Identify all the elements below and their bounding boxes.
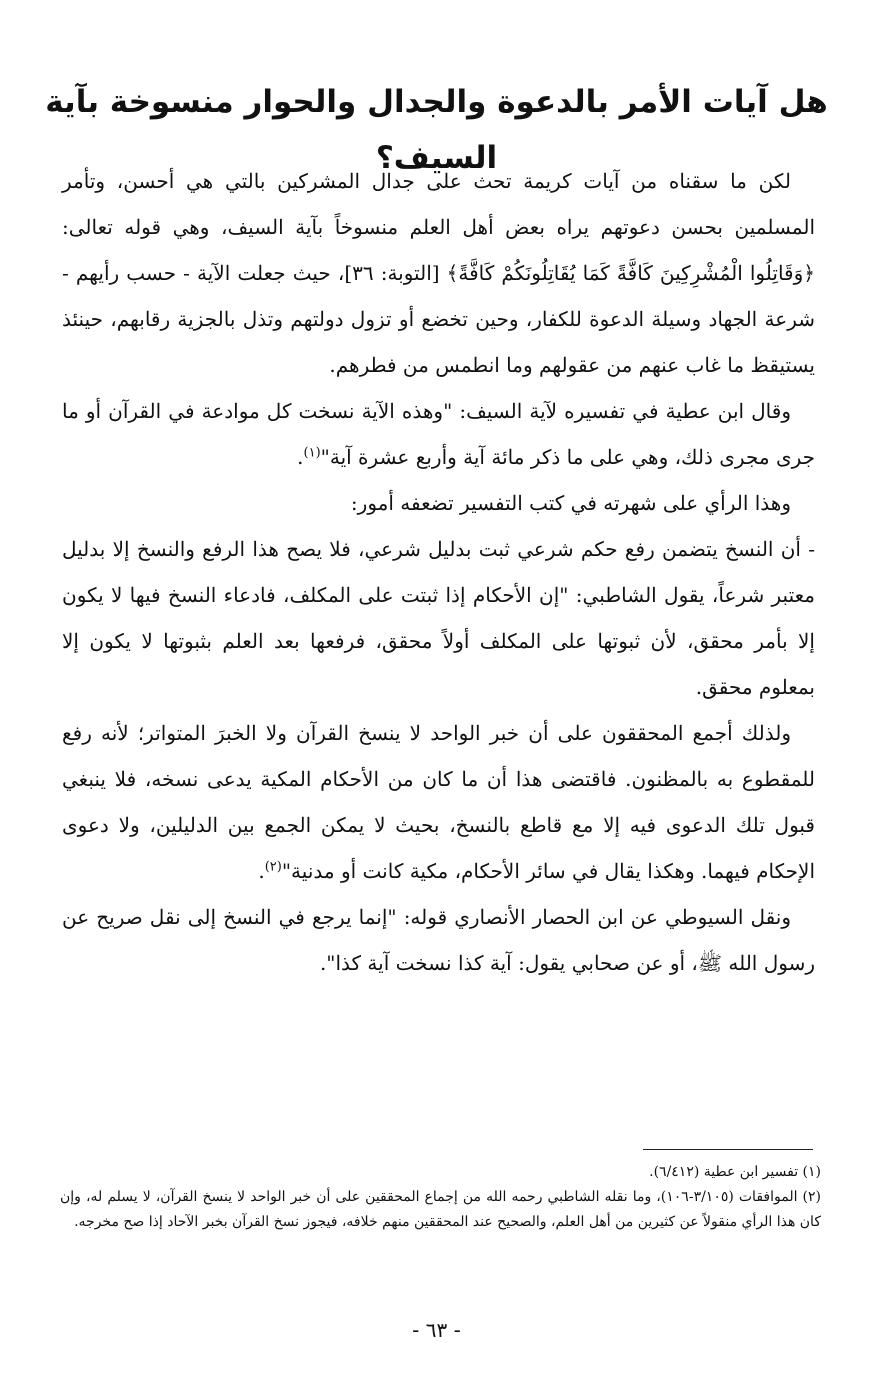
paragraph-2	[62, 388, 815, 480]
footnote-ref-2: (٢)	[264, 859, 282, 875]
paragraph-5-text: ولذلك أجمع المحققون على أن خبر الواحد لا ينسخ القرآن ولا الخبرَ المتواتر؛ لأنه رفع للمقطوع به بالمظنون. فاقتضى هذا أن ما كان من الأحكام المكية يدعى نسخه، فلا ينبغي قبول تلك الدعوى فيه إلا مع قاطع بالنسخ، بحيث لا يمكن الجمع بين الدليلين، ولا دعوى الإحكام فيهما. وهكذا يقال في سائر الأحكام، مكية كانت أو مدنية"	[62, 721, 815, 883]
chapter-title: هل آيات الأمر بالدعوة والجدال والحوار منسوخة بآية السيف؟	[45, 84, 828, 176]
paragraph-6: ونقل السيوطي عن ابن الحصار الأنصاري قوله: "إنما يرجع في النسخ إلى نقل صريح عن رسول الله ﷺ، أو عن صحابي يقول: آية كذا نسخت آية كذا".	[62, 905, 815, 975]
footnotes	[60, 1160, 821, 1235]
paragraph-5-end: .	[258, 859, 265, 883]
paragraph-4: - أن النسخ يتضمن رفع حكم شرعي ثبت بدليل شرعي، فلا يصح هذا الرفع والنسخ إلا بدليل معتبر شرعاً، يقول الشاطبي: "إن الأحكام إذا ثبتت على المكلف، فادعاء النسخ فيها لا يكون إلا بأمر محقق، لأن ثبوتها على المكلف أولاً محقق، فرفعها بعد العلم بثبوتها لا يكون إلا بمعلوم محقق.	[62, 537, 815, 699]
footnote-2: (٢) الموافقات (٣/١٠٥-١٠٦)، وما نقله الشاطبي رحمه الله من إجماع المحققين على أن خبر الواحد لا ينسخ القرآن، لا يسلم له، وإن كان هذا الرأي منقولاً عن كثيرين من أهل العلم، والصحيح عند المحققين منهم خلافه، فيجوز نسخ القرآن بخبر الآحاد إذا صح مخرجه.	[60, 1189, 821, 1230]
paragraph-3: وهذا الرأي على شهرته في كتب التفسير تضعفه أمور:	[350, 491, 791, 515]
paragraph-2-end: .	[297, 445, 304, 469]
footnote-divider	[643, 1149, 813, 1150]
page-number: - ٦٣ -	[412, 1318, 461, 1342]
paragraph-1: لكن ما سقناه من آيات كريمة تحث على جدال المشركين بالتي هي أحسن، وتأمر المسلمين بحسن دعوتهم يراه بعض أهل العلم منسوخاً بآية السيف، وهي قوله تعالى: ﴿وَقَاتِلُوا الْمُشْرِكِينَ كَافَّةً كَمَا يُقَاتِلُونَكُمْ كَافَّةً﴾ [التوبة: ٣٦]، حيث جعلت الآية - حسب رأيهم - شرعة الجهاد وسيلة الدعوة للكفار، وحين تخضع أو تزول دولتهم وتذل بالجزية رقابهم، حينئذ يستيقظ ما غاب عنهم من عقولهم وما انطمس من فطرهم.	[62, 169, 815, 377]
footnote-1: (١) تفسير ابن عطية (٦/٤١٢).	[649, 1164, 821, 1180]
footnote-ref-1: (١)	[303, 445, 321, 461]
main-text	[62, 158, 815, 986]
paragraph-2-text: وقال ابن عطية في تفسيره لآية السيف: "وهذه الآية نسخت كل موادعة في القرآن أو ما جرى مجرى ذلك، وهي على ما ذكر مائة آية وأربع عشرة آية"	[62, 399, 815, 469]
paragraph-5	[62, 710, 815, 894]
